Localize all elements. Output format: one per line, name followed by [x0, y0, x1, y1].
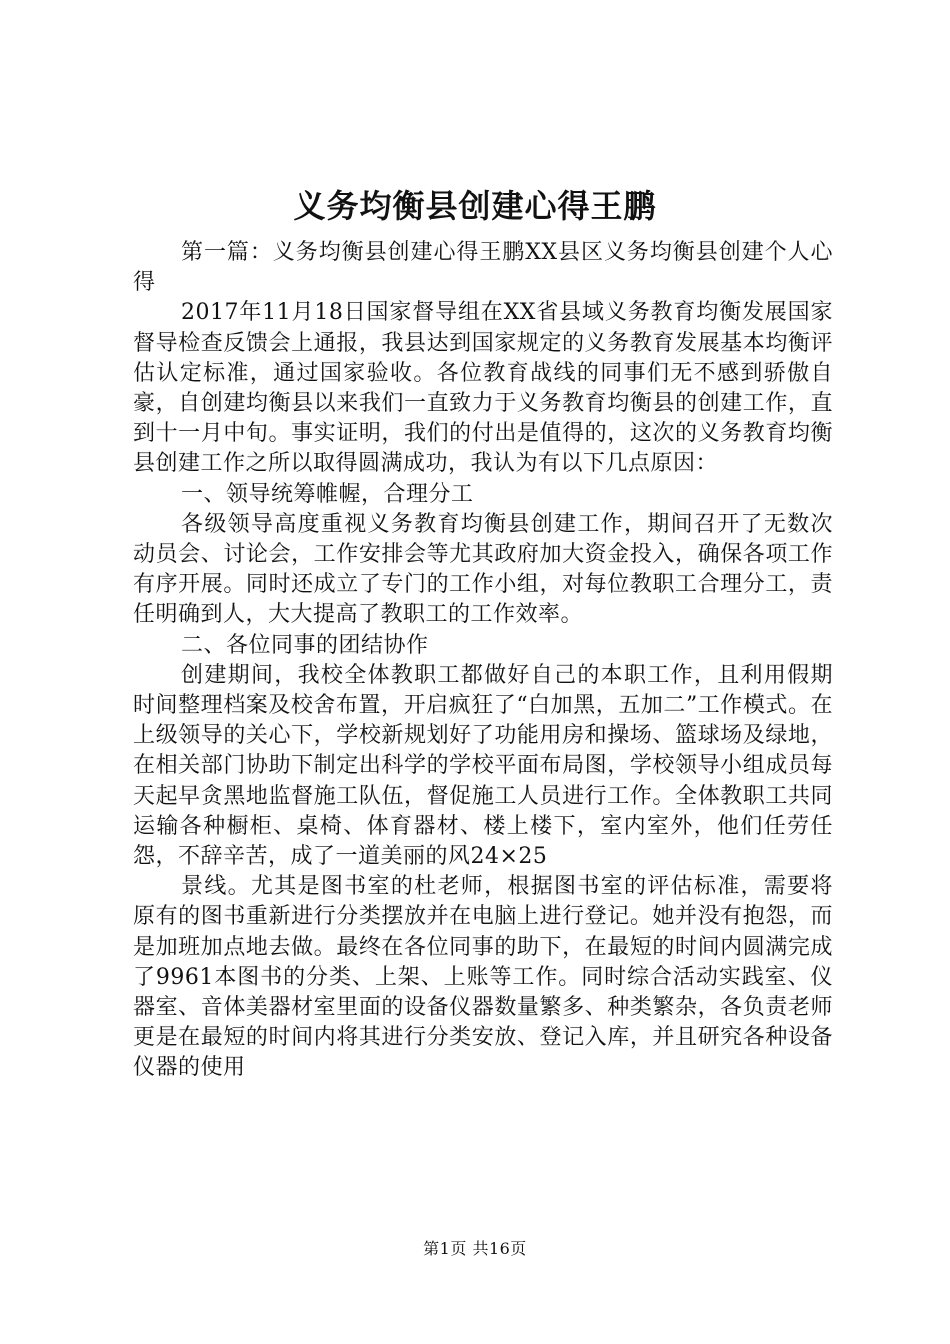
document-body	[133, 238, 833, 1084]
section-heading-leadership: 一、领导统筹帷幄，合理分工	[181, 481, 474, 507]
section-heading-teamwork: 二、各位同事的团结协作	[181, 632, 429, 658]
page-footer: 第1页 共16页	[423, 1239, 527, 1258]
paragraph-leadership: 各级领导高度重视义务教育均衡县创建工作，期间召开了无数次动员会、讨论会，工作安排会等尤其政府加大资金投入，确保各项工作有序开展。同时还成立了专门的工作小组，对每位教职工合理分工，责任明确到人，大大提高了教职工的工作效率。	[133, 511, 833, 628]
paragraph-teamwork: 创建期间，我校全体教职工都做好自己的本职工作，且利用假期时间整理档案及校舍布置，开启疯狂了“白加黑，五加二”工作模式。在上级领导的关心下，学校新规划好了功能用房和操场、篮球场及绿地，在相关部门协助下制定出科学的学校平面布局图，学校领导小组成员每天起早贪黑地监督施工队伍，督促施工人员进行工作。全体教职工共同运输各种橱柜、桌椅、体育器材、楼上楼下，室内室外，他们任劳任怨，不辞辛苦，成了一道美丽的风24×25	[133, 662, 833, 870]
paragraph-library: 景线。尤其是图书室的杜老师，根据图书室的评估标准，需要将原有的图书重新进行分类摆放并在电脑上进行登记。她并没有抱怨，而是加班加点地去做。最终在各位同事的助下，在最短的时间内圆满完成了9961本图书的分类、上架、上账等工作。同时综合活动实践室、仪器室、音体美器材室里面的设备仪器数量繁多、种类繁杂，各负责老师更是在最短的时间内将其进行分类安放、登记入库，并且研究各种设备仪器的使用	[133, 874, 833, 1081]
document-title: 义务均衡县创建心得王鹏	[293, 187, 657, 225]
paragraph-announcement: 2017年11月18日国家督导组在XX省县域义务教育均衡发展国家督导检查反馈会上通报，我县达到国家规定的义务教育发展基本均衡评估认定标准，通过国家验收。各位教育战线的同事们无不感到骄傲自豪，自创建均衡县以来我们一直致力于义务教育均衡县的创建工作，直到十一月中旬。事实证明，我们的付出是值得的，这次的义务教育均衡县创建工作之所以取得圆满成功，我认为有以下几点原因：	[133, 300, 833, 477]
paragraph-intro: 第一篇：义务均衡县创建心得王鹏XX县区义务均衡县创建个人心得	[133, 240, 833, 296]
